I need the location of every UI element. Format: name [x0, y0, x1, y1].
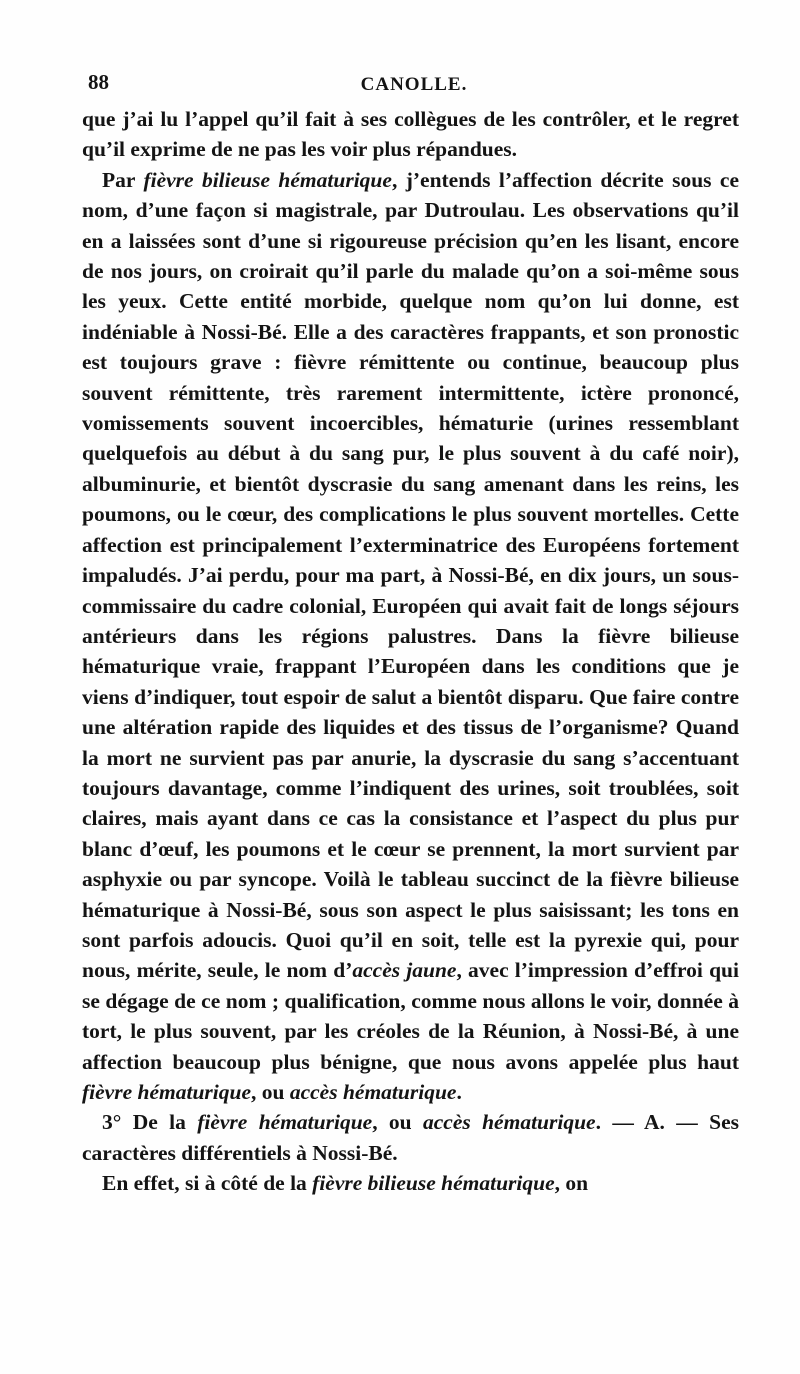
text-segment: En effet, si à côté de la — [102, 1171, 313, 1196]
paragraph — [82, 1168, 739, 1198]
text-segment: , on — [554, 1171, 589, 1196]
text-segment: Par — [102, 167, 144, 192]
text-segment: . — A. — Ses caractères différentiels à Nossi-Bé. — [82, 1110, 739, 1165]
italic-text: accès jaune — [352, 958, 457, 983]
text-segment: que j’ai lu l’appel qu’il fait à ses collègues de les contrôler, et le regret qu’il exprime de ne pas les voir plus répandues. — [82, 107, 739, 162]
text-segment: , ou — [251, 1080, 290, 1104]
italic-text: fièvre hématurique — [197, 1110, 373, 1135]
text-segment: , avec l’impression d’effroi qui se dégage de ce nom ; qualification, comme nous allons le voir, donnée à tort, le plus souvent, par les créoles de la Réunion, à Nossi-Bé, à une affection beaucoup plus bénigne, que nous avons appelée plus haut — [82, 958, 739, 1074]
italic-text: fièvre bilieuse hématurique — [143, 167, 392, 192]
italic-text: accès hématurique — [289, 1080, 457, 1104]
italic-text: fièvre hématurique — [82, 1080, 251, 1104]
text-segment: . — [456, 1080, 462, 1104]
page-header — [88, 70, 740, 96]
paragraph — [82, 104, 739, 165]
italic-text: fièvre bilieuse hématurique — [312, 1171, 555, 1196]
running-head: CANOLLE. — [360, 74, 468, 95]
paragraph — [82, 165, 739, 1108]
paragraph — [82, 1107, 739, 1168]
page-number: 88 — [88, 70, 109, 94]
text-segment: 3° De la — [102, 1110, 198, 1135]
body-text — [82, 104, 739, 1199]
italic-text: accès hématurique — [423, 1110, 596, 1135]
text-segment: , ou — [372, 1110, 423, 1135]
text-segment: , j’entends l’affection décrite sous ce nom, d’une façon si magistrale, par Dutroulau. Les observations qu’il en a laissées sont d’une si rigoureuse précision qu’en les lisant, encore de nos jours, on croirait qu’il parle du malade qu’on a soi-même sous les yeux. Cette entité morbide, quelque nom qu’on lui donne, est indéniable à Nossi-Bé. Elle a des caractères frappants, et son pronostic est toujours grave : fièvre rémittente ou continue, beaucoup plus souvent rémittente, très rarement intermittente, ictère prononcé, vomissements souvent incoercibles, hématurie (urines ressemblant quelquefois au début à du sang pur, le plus souvent à du café noir), albuminurie, et bientôt dyscrasie du sang amenant dans les reins, les poumons, ou le cœur, des complications le plus souvent mortelles. Cette affection est principalement l’exterminatrice des Européens fortement impaludés. J’ai perdu, pour ma part, à Nossi-Bé, en dix jours, un sous-commissaire du cadre colonial, Européen qui avait fait de longs séjours antérieurs dans les régions palustres. Dans la fièvre bilieuse hématurique vraie, frappant l’Européen dans les conditions que je viens d’indiquer, tout espoir de salut a bientôt disparu. Que faire contre une altération rapide des liquides et des tissus de l’organisme? Quand la mort ne survient pas par anurie, la dyscrasie du sang s’accentuant toujours davantage, comme l’indiquent des urines, soit troublées, soit claires, mais ayant dans ce cas la consistance et l’aspect du plus pur blanc d’œuf, les poumons et le cœur se prennent, la mort survient par asphyxie ou par syncope. Voilà le tableau succinct de la fièvre bilieuse hématurique à Nossi-Bé, sous son aspect le plus saisissant; les tons en sont parfois adoucis. Quoi qu’il en soit, telle est la pyrexie qui, pour nous, mérite, seule, le nom d’ — [82, 167, 739, 983]
